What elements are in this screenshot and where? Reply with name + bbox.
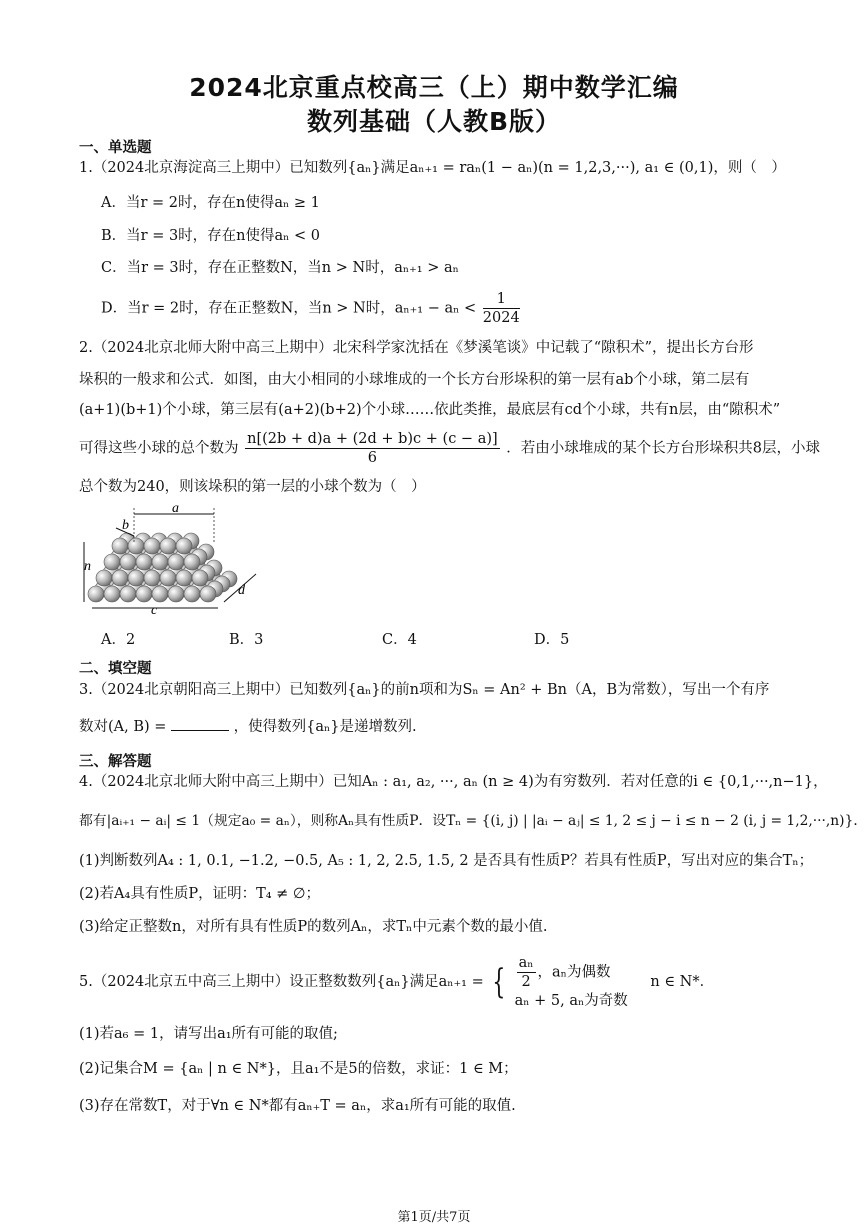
question-1-option-b: B．当r = 3时，存在n使得aₙ < 0 [101,228,321,244]
ball [88,586,104,602]
piecewise-cases [515,954,628,1011]
ball [136,554,152,570]
question-4-part-3: (3)给定正整数n，对所有具有性质P的数列Aₙ，求Tₙ中元素个数的最小值. [79,919,548,935]
ball [160,538,176,554]
document-title-line-1: 2024北京重点校高三（上）期中数学汇编 [189,73,679,102]
case-2: aₙ + 5, aₙ为奇数 [514,992,628,1009]
question-2-option-c: C．4 [382,632,417,648]
ball [184,554,200,570]
fraction-denominator: 2024 [482,310,520,326]
question-3-line-2 [79,716,417,737]
question-4-part-2: (2)若A₄具有性质P，证明：T₄ ≠ ∅； [79,886,321,902]
ball [112,570,128,586]
ball [120,586,136,602]
ball [152,586,168,602]
question-5-part-3: (3)存在常数T，对于∀n ∈ N*都有aₙ₊T = aₙ，求a₁所有可能的取值. [79,1098,516,1114]
ball [176,538,192,554]
question-2-line-2: 垛积的一般求和公式．如图，由大小相同的小球堆成的一个长方台形垛积的第一层有ab个小球，第二层有 [79,372,750,388]
question-2-line-1: 2.（2024北京北师大附中高三上期中）北宋科学家沈括在《梦溪笔谈》中记载了“隙积术”，提出长方台形 [79,340,754,356]
ball [184,586,200,602]
question-5-prefix: 5.（2024北京五中高三上期中）设正整数数列{aₙ}满足aₙ₊₁ = [79,974,484,990]
ball [192,570,208,586]
ball [104,554,120,570]
formula-numerator: n[(2b + d)a + (2d + b)c + (c − a)] [247,431,498,447]
ball [112,538,128,554]
question-2-line-3: (a+1)(b+1)个小球，第三层有(a+2)(b+2)个小球……依此类推，最底层有cd个小球，共有n层，由“隙积术” [79,402,781,418]
question-2-line-4-prefix: 可得这些小球的总个数为 [79,440,239,457]
ball [128,570,144,586]
question-2-line-4 [79,430,820,467]
ball [96,570,112,586]
ball-stack-figure [74,502,264,620]
section-heading-single-choice: 一、单选题 [79,140,152,156]
question-2-option-d: D．5 [534,632,570,648]
total-ball-count-formula [245,430,500,467]
question-4-line-2: 都有|aᵢ₊₁ − aᵢ| ≤ 1（规定a₀ = aₙ），则称Aₙ具有性质P．设Tₙ = {(i, j) | |aᵢ − aⱼ| ≤ 1, 2 ≤ j − i ≤ n − 2 (i, j = 1,2,···,n)}． [79,813,868,829]
ball [144,538,160,554]
fraction-1-over-2024 [483,290,520,327]
ball-layers [88,533,237,602]
section-heading-fill-blank: 二、填空题 [79,661,152,677]
question-5-part-1: (1)若a₆ = 1，请写出a₁所有可能的取值; [79,1026,338,1042]
label-a: a [172,502,179,516]
question-3-line-2-suffix: ，使得数列{aₙ}是递增数列. [233,719,417,735]
question-1-stem: 1.（2024北京海淀高三上期中）已知数列{aₙ}满足aₙ₊₁ = raₙ(1 − aₙ)(n = 1,2,3,···), a₁ ∈ (0,1)，则（ ） [79,160,786,176]
section-heading-answer: 三、解答题 [79,754,152,770]
ball [120,554,136,570]
document-title-line-2: 数列基础（人教B版） [306,107,562,136]
question-5-part-2: (2)记集合M = {aₙ | n ∈ N*}，且a₁不是5的倍数，求证：1 ∈ M； [79,1061,518,1077]
ball [176,570,192,586]
question-2-option-b: B．3 [229,632,264,648]
case-1-condition: ，aₙ为偶数 [537,964,611,980]
question-2-option-a: A．2 [101,632,136,648]
label-c: c [151,603,158,618]
ball [160,570,176,586]
label-d: d [238,583,245,598]
ball [136,586,152,602]
case-1-denominator: 2 [521,973,531,990]
case-1 [515,954,628,991]
case-1-numerator: aₙ [518,954,534,971]
ball [128,538,144,554]
question-5-stem [79,952,714,1012]
question-1-option-d-text: D．当r = 2时，存在正整数N，当n > N时，aₙ₊₁ − aₙ < [101,300,477,317]
question-4-line-1: 4.（2024北京北师大附中高三上期中）已知Aₙ : a₁, a₂, ···, aₙ (n ≥ 4)为有穷数列．若对任意的i ∈ {0,1,···,n−1}， [79,774,828,790]
cases-brace: { [492,962,506,1002]
question-2-line-4-suffix: ．若由小球堆成的某个长方台形垛积共8层，小球 [506,440,820,457]
page-footer: 第1页/共7页 [397,1210,471,1225]
ball [168,586,184,602]
fraction-numerator: 1 [483,290,520,309]
ball [200,586,216,602]
ball [168,554,184,570]
ball [104,586,120,602]
answer-blank[interactable] [171,716,229,731]
question-3-line-2-prefix: 数对(A, B) = [79,719,167,735]
ball [144,570,160,586]
formula-denominator: 6 [367,450,377,466]
question-3-line-1: 3.（2024北京朝阳高三上期中）已知数列{aₙ}的前n项和为Sₙ = An² + Bn（A，B为常数），写出一个有序 [79,682,770,698]
label-b: b [122,518,129,533]
question-4-part-1: (1)判断数列A₄ : 1, 0.1, −1.2, −0.5, A₅ : 1, 2, 2.5, 1.5, 2 是否具有性质P？若具有性质P，写出对应的集合Tₙ； [79,853,814,869]
question-1-option-c: C．当r = 3时，存在正整数N，当n > N时，aₙ₊₁ > aₙ [101,260,459,276]
case-1-fraction [517,954,536,991]
question-2-line-5: 总个数为240，则该垛积的第一层的小球个数为（ ） [79,479,426,495]
question-1-option-a: A．当r = 2时，存在n使得aₙ ≥ 1 [101,195,320,211]
question-5-suffix: n ∈ N*． [650,974,715,990]
label-n: n [84,559,91,574]
question-1-option-d [101,290,522,327]
ball [152,554,168,570]
